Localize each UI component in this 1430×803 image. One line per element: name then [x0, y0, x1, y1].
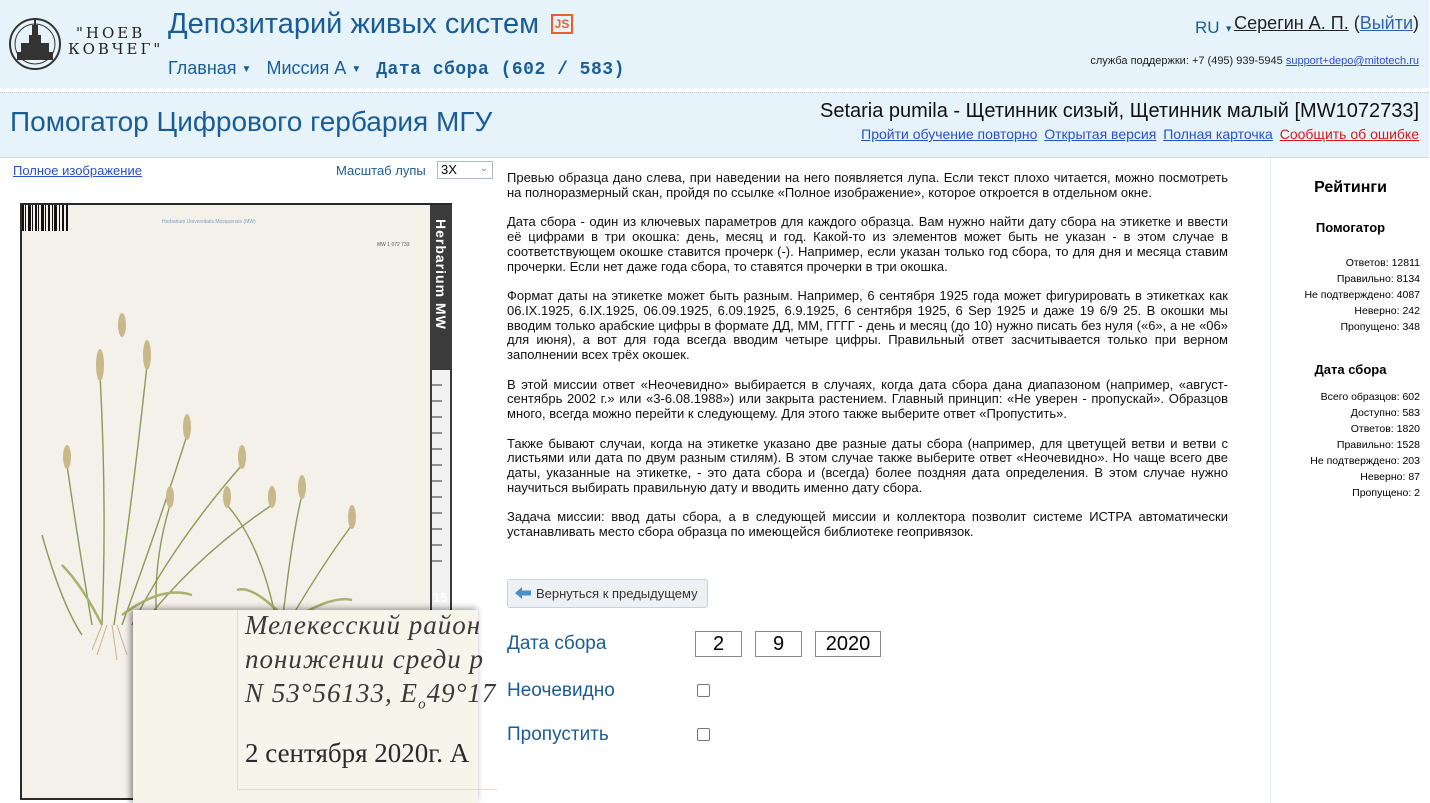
magnified-subscript: o	[418, 696, 427, 713]
logout-link[interactable]: Выйти	[1359, 13, 1413, 33]
nav-current-mission[interactable]: Дата сбора (602 / 583)	[376, 60, 625, 80]
open-version-link[interactable]: Открытая версия	[1044, 126, 1157, 142]
magnifier-lens	[133, 610, 497, 803]
rating-row: Доступно: 583	[1350, 407, 1420, 419]
logo-text-line1: "НОЕВ	[76, 24, 146, 42]
skip-checkbox[interactable]	[697, 728, 710, 741]
instructions	[507, 171, 1228, 555]
zoom-label: Масштаб лупы	[336, 163, 426, 178]
rating-row: Всего образцов: 602	[1320, 391, 1420, 403]
month-input[interactable]	[755, 631, 802, 657]
back-button-label: Вернуться к предыдущему	[536, 586, 698, 601]
image-panel	[0, 158, 495, 803]
unclear-checkbox[interactable]	[697, 684, 710, 697]
rating-row: Пропущено: 348	[1340, 321, 1420, 333]
site-title[interactable]: Депозитарий живых систем	[168, 8, 540, 40]
support-email-link[interactable]: support+depo@mitotech.ru	[1285, 55, 1419, 67]
date-rating-rows	[1270, 389, 1420, 501]
chevron-down-icon: ⌄	[479, 163, 488, 174]
nav-mission[interactable]: Миссия А ▼	[266, 58, 362, 78]
ruler-label: Herbarium MW	[433, 219, 449, 330]
logo-text-line2: КОВЧЕГ"	[68, 40, 164, 58]
page-title: Помогатор Цифрового гербария МГУ	[10, 106, 493, 137]
instruction-paragraph: Задача миссии: ввод даты сбора, а в следующей миссии и коллектора позволит системе ИСТРА автоматически устанавливать место сбора образца по имеющейся библиотеке геопривязок.	[507, 509, 1228, 540]
rating-row: Неверно: 242	[1354, 305, 1420, 317]
university-emblem-icon	[8, 16, 62, 72]
support-info	[1090, 55, 1419, 67]
rating-row: Правильно: 1528	[1336, 439, 1420, 451]
barcode-icon	[22, 205, 68, 231]
instruction-paragraph: Превью образца дано слева, при наведении на него появляется лупа. Если текст плохо читается, можно посмотреть на полноразмерный скан, пройдя по ссылке «Полное изображение», которое откроется в отдельном окне.	[507, 170, 1228, 200]
magnified-date-line: 2 сентября 2020г. А	[245, 738, 470, 768]
support-phone: служба поддержки: +7 (495) 939-5945	[1090, 55, 1283, 67]
sheet-caption: Herbarium Universitatis Mosquensis (MW)	[162, 219, 256, 225]
helper-rating-rows	[1270, 255, 1420, 335]
instruction-paragraph: Формат даты на этикетке может быть разным. Например, 6 сентября 1925 года может фигурировать в этикетках как 06.IX.1925, 6.IX.1925, 06.09.1925, 6.09.1925, 6.9.1925, 6 сентября 1925, 6 Sep 1925 и даже 19 6/9 25. В окошки мы вводим только арабские цифры в формате ДД, ММ, ГГГГ - день и месяц (до 10) нужно писать без нуля («6», а не «06» для июня), а вот для года всегда вводим четыре цифры. Правильный ответ засчитывается только при верном заполнении всех трёх окошек.	[507, 287, 1228, 363]
site-header	[0, 0, 1429, 88]
js-badge-icon[interactable]: JS	[551, 14, 573, 34]
zoom-select[interactable]	[437, 161, 493, 179]
rating-row: Ответов: 1820	[1350, 423, 1420, 435]
full-card-link[interactable]: Полная карточка	[1163, 126, 1273, 142]
logo[interactable]	[8, 16, 164, 74]
ratings-title: Рейтинги	[1314, 179, 1387, 196]
chevron-down-icon: ▼	[351, 63, 362, 75]
instruction-paragraph: В этой миссии ответ «Неочевидно» выбирается в случаях, когда дата сбора дана диапазоном (например, «август-сентябрь 2002 г.» или «3-6.08.1988») или закрыта растением. Главный принцип: «Не уверен - пропускай». Образцов много, всегда можно перейти к следующему. Для этого также выберите ответ «Пропустить».	[507, 376, 1228, 422]
chevron-down-icon: ▼	[1224, 23, 1234, 34]
chevron-down-icon: ▼	[241, 63, 252, 75]
rating-row: Неверно: 87	[1360, 471, 1420, 483]
retrain-link[interactable]: Пройти обучение повторно	[861, 126, 1038, 142]
report-error-link[interactable]: Сообщить об ошибке	[1279, 126, 1419, 142]
rating-row: Правильно: 8134	[1336, 273, 1420, 285]
skip-label: Пропустить	[507, 724, 609, 745]
specimen-title: Setaria pumila - Щетинник сизый, Щетинник малый [MW1072733]	[820, 100, 1419, 122]
unclear-label: Неочевидно	[507, 680, 615, 701]
magnified-text-line: N 53°56133, $E_o49^\circ 17$	[245, 678, 497, 713]
year-input[interactable]	[815, 631, 881, 657]
main-navigation	[168, 58, 625, 80]
ruler-number: 15	[433, 590, 448, 605]
magnified-suffix: 49°17	[426, 678, 497, 708]
back-button[interactable]	[507, 579, 708, 608]
rating-row: Ответов: 12811	[1345, 257, 1420, 269]
nav-home[interactable]: Главная ▼	[168, 58, 252, 78]
instruction-paragraph: Дата сбора - один из ключевых параметров для каждого образца. Вам нужно найти дату сбора на этикетке и ввести её цифрами в три окошка: день, месяц и год. Какой-то из элементов может быть не указан - в этом случае в соответствующем окошке ставится прочерк (-). Например, если указан только год сбора, то для дня и месяца ставим прочерки. Если нет даже года сбора, то ставятся прочерки в три окошка.	[507, 214, 1228, 274]
user-box: Серегин А. П. (Выйти)	[1234, 13, 1419, 33]
rating-row: Не подтверждено: 4087	[1304, 289, 1420, 301]
language-select[interactable]: RU ▼	[1195, 18, 1234, 37]
full-image-link[interactable]: Полное изображение	[13, 163, 142, 178]
magnified-text-line: понижении среди р	[245, 644, 484, 674]
arrow-left-icon	[515, 587, 531, 599]
ratings-panel	[1270, 158, 1429, 803]
magnified-text-line: Мелекесский район	[245, 610, 482, 640]
instruction-paragraph: Также бывают случаи, когда на этикетке указано две разные даты сбора (например, для цветущей ветви и ветви с листьями или дата по двум разным стилям). В этом случае также выберите ответ «Неочевидно». Но чаще всего две даты, указанные на этикетке, - это дата сбора и (всегда) более поздняя дата определения. В этом случае нужно научиться выбирать правильную дату и вводить именно дату сбора.	[507, 435, 1228, 495]
date-rating-title: Дата сбора	[1314, 362, 1387, 377]
helper-rating-title: Помогатор	[1315, 220, 1386, 235]
date-label: Дата сбора	[507, 633, 607, 654]
zoom-value: 3X	[441, 162, 457, 177]
day-input[interactable]	[695, 631, 742, 657]
barcode-number: MW 1 072 733	[377, 242, 410, 248]
specimen-links	[858, 126, 1419, 142]
rating-row: Не подтверждено: 203	[1310, 455, 1420, 467]
rating-row: Пропущено: 2	[1352, 487, 1420, 499]
title-band	[0, 92, 1429, 158]
user-name[interactable]: Серегин А. П.	[1234, 13, 1349, 33]
